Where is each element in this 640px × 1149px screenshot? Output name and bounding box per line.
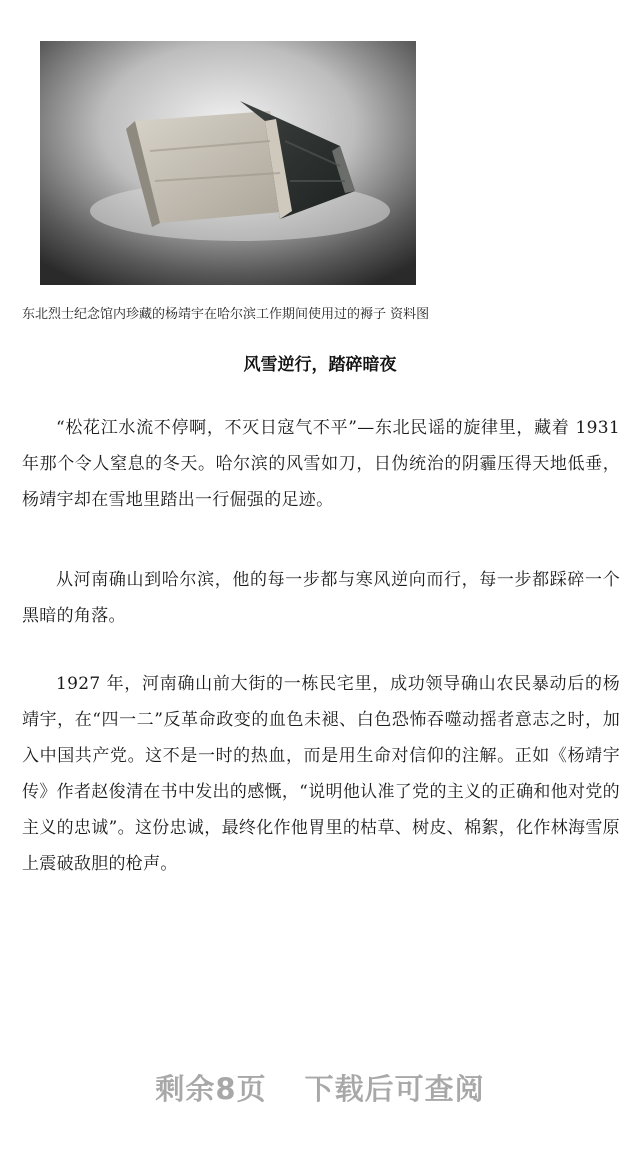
section-heading: 风雪逆行，踏碎暗夜: [243, 355, 397, 375]
body-paragraph: “松花江水流不停啊，不灭日寇气不平”—东北民谣的旋律里，藏着 1931 年那个令人窒息的冬天。哈尔滨的风雪如刀，日伪统治的阴霾压得天地低垂，杨靖宇却在雪地里踏出一行倔强的足迹。: [22, 418, 620, 510]
photo-caption: 东北烈士纪念馆内珍藏的杨靖宇在哈尔滨工作期间使用过的褥子 资料图: [22, 307, 430, 322]
body-paragraph: 1927 年，河南确山前大街的一栋民宅里，成功领导确山农民暴动后的杨靖宇，在“四一二”反革命政变的血色未褪、白色恐怖吞噬动摇者意志之时，加入中国共产党。这不是一时的热血，而是用生命对信仰的注解。正如《杨靖宇传》作者赵俊清在书中发出的感慨，“说明他认准了党的主义的正确和他对党的主义的忠诚”。这份忠诚，最终化作他胃里的枯草、树皮、棉絮，化作林海雪原上震破敌胆的枪声。: [22, 674, 620, 874]
artifact-photo: [40, 41, 416, 285]
download-prompt[interactable]: [0, 1067, 640, 1108]
folded-mattress-image: [40, 41, 416, 285]
remaining-pages-label: 剩余8页: [155, 1072, 267, 1106]
download-to-view-label[interactable]: 下载后可查阅: [304, 1072, 485, 1106]
body-paragraph: 从河南确山到哈尔滨，他的每一步都与寒风逆向而行，每一步都踩碎一个黑暗的角落。: [22, 570, 620, 626]
